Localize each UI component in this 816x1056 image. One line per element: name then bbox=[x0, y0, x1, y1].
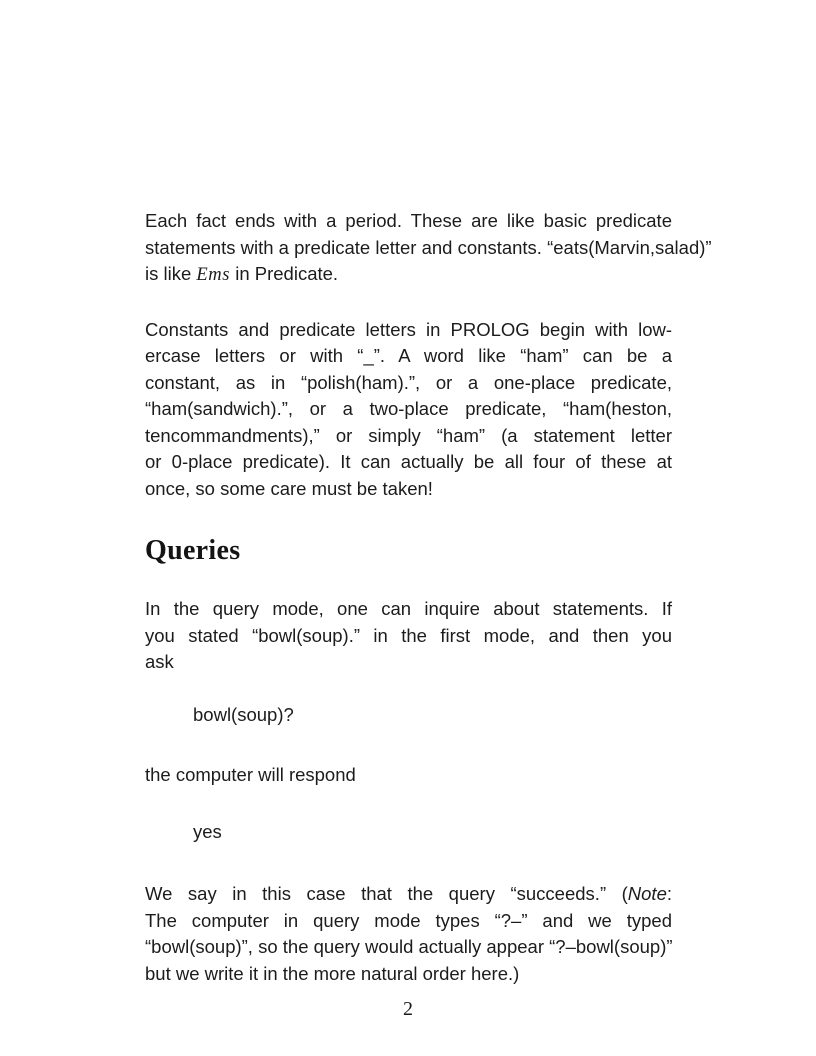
text-line: In the query mode, one can inquire about statements. If bbox=[145, 598, 672, 619]
text-line: Each fact ends with a period. These are like basic predicate bbox=[145, 210, 672, 231]
math-expression: Ems bbox=[196, 265, 231, 285]
response-intro: the computer will respond bbox=[145, 764, 356, 785]
text-segment: in Predicate. bbox=[230, 263, 339, 284]
paragraph-query-mode bbox=[145, 596, 672, 676]
section-heading-queries: Queries bbox=[145, 535, 241, 566]
text-line: tencommandments),” or simply “ham” (a statement letter bbox=[145, 424, 672, 446]
text-segment: We say in this case that the query “succeeds.” ( bbox=[145, 883, 628, 904]
prolog-response-line: yes bbox=[193, 820, 222, 842]
text-line: once, so some care must be taken! bbox=[145, 477, 433, 499]
paragraph-succeeds-note bbox=[145, 881, 672, 987]
text-line: Constants and predicate letters in PROLOG begin with low- bbox=[145, 318, 672, 340]
text-line: The computer in query mode types “?–” and we typed bbox=[145, 909, 672, 931]
paragraph-constants bbox=[145, 317, 672, 503]
text-line: you stated “bowl(soup).” in the first mode, and then you bbox=[145, 624, 672, 646]
paragraph-facts bbox=[145, 208, 712, 289]
text-segment: is like bbox=[145, 263, 197, 284]
prolog-query-line: bowl(soup)? bbox=[193, 703, 294, 725]
emphasized-text: Note bbox=[627, 883, 667, 904]
text-line: “bowl(soup)”, so the query would actually appear “?–bowl(soup)” bbox=[145, 936, 673, 957]
text-line bbox=[145, 881, 672, 908]
text-line: but we write it in the more natural order here.) bbox=[145, 962, 520, 984]
text-line: ercase letters or with “_”. A word like “ham” can be a bbox=[145, 345, 672, 366]
text-segment: : bbox=[666, 883, 672, 904]
text-line: or 0-place predicate). It can actually be all four of these at bbox=[145, 451, 672, 472]
page-number: 2 bbox=[403, 998, 413, 1020]
text-line: ask bbox=[145, 651, 174, 672]
text-line: constant, as in “polish(ham).”, or a one-place predicate, bbox=[145, 371, 672, 393]
text-column bbox=[145, 208, 712, 987]
text-line: statements with a predicate letter and constants. “eats(Marvin,salad)” bbox=[145, 236, 712, 258]
text-line: “ham(sandwich).”, or a two-place predicate, “ham(heston, bbox=[145, 398, 672, 419]
text-line bbox=[145, 261, 672, 289]
